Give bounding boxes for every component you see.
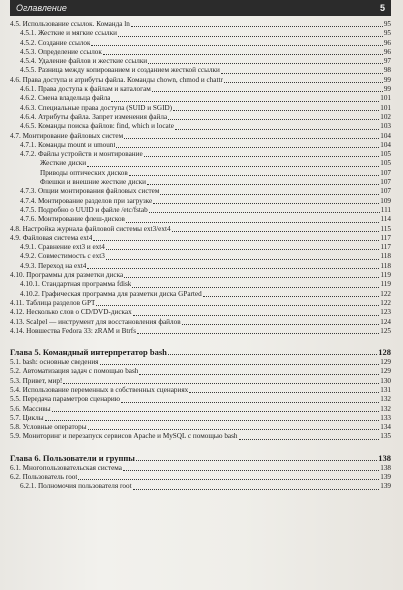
leader-dots <box>152 91 383 92</box>
leader-dots <box>133 315 380 316</box>
toc-entry-page: 138 <box>380 463 391 472</box>
toc-entry-title: 6.1. Многопользовательская система <box>10 463 122 472</box>
leader-dots <box>63 383 379 384</box>
toc-entry-title: 4.12. Несколько слов о CD/DVD-дисках <box>10 308 132 317</box>
toc-entry <box>10 85 391 94</box>
toc-entry-page: 124 <box>380 317 391 326</box>
toc-entry-page: 135 <box>380 432 391 441</box>
toc-entry <box>10 94 391 103</box>
leader-dots <box>131 26 383 27</box>
leader-dots <box>52 411 380 412</box>
toc-entry-title: Приводы оптических дисков <box>40 168 128 177</box>
toc-entry-title: 4.5.5. Разница между копированием и созданием жесткой ссылки <box>20 66 220 75</box>
toc-entry-page: 130 <box>380 376 391 385</box>
toc-entry-title: 4.5.4. Удаление файлов и жесткие ссылки <box>20 57 148 66</box>
leader-dots <box>116 147 379 148</box>
leader-dots <box>87 166 379 167</box>
leader-dots <box>172 231 380 232</box>
leader-dots <box>189 392 379 393</box>
toc-entry-page: 125 <box>380 326 391 335</box>
toc-entry-title: 4.7.2. Файлы устройств и монтирование <box>20 150 143 159</box>
toc-entry-page: 139 <box>380 473 391 482</box>
toc-section-4 <box>10 20 391 336</box>
toc-entry <box>10 225 391 234</box>
toc-entry-title: 4.13. Scalpel — инструмент для восстановления файлов <box>10 317 181 326</box>
leader-dots <box>153 203 379 204</box>
leader-dots <box>136 460 377 461</box>
leader-dots <box>137 333 379 334</box>
toc-entry <box>10 395 391 404</box>
toc-entry-title: 5.3. Привет, мир! <box>10 376 63 385</box>
toc-entry <box>10 358 391 367</box>
toc-entry-title: 5.1. bash: основные сведения <box>10 358 99 367</box>
toc-entry-title: 5.7. Циклы <box>10 413 44 422</box>
toc-entry <box>10 122 391 131</box>
toc-entry-title: 4.6.3. Специальные права доступа (SUID и SGID) <box>20 103 173 112</box>
toc-entry-page: 103 <box>380 122 391 131</box>
toc-entry-page: 132 <box>380 404 391 413</box>
leader-dots <box>147 184 379 185</box>
toc-chapter-6 <box>10 464 391 492</box>
toc-entry <box>10 367 391 376</box>
toc-entry-page: 117 <box>380 233 391 242</box>
toc-chapter-5 <box>10 358 391 442</box>
toc-entry <box>10 141 391 150</box>
toc-entry <box>10 66 391 75</box>
toc-entry-page: 111 <box>380 205 391 214</box>
toc-entry-page: 101 <box>380 103 391 112</box>
toc-entry-title: 4.9.3. Переход на ext4 <box>20 261 87 270</box>
toc-entry-title: 4.7.1. Команды mount и umount <box>20 140 116 149</box>
leader-dots <box>96 305 379 306</box>
toc-entry-title: 6.2. Пользователь root <box>10 473 78 482</box>
chapter-title: Глава 6. Пользователи и группы <box>10 452 135 463</box>
toc-entry-title: 4.11. Таблица разделов GPT <box>10 298 96 307</box>
toc-entry <box>10 386 391 395</box>
toc-entry-page: 102 <box>380 112 391 121</box>
toc-entry-page: 105 <box>380 159 391 168</box>
leader-dots <box>149 212 380 213</box>
toc-entry-title: 4.6.4. Атрибуты файла. Запрет изменения файла <box>20 112 168 121</box>
toc-entry-page: 107 <box>380 178 391 187</box>
toc-entry-page: 119 <box>380 271 391 280</box>
leader-dots <box>100 364 380 365</box>
toc-entry <box>10 271 391 280</box>
toc-entry-page: 99 <box>383 85 391 94</box>
toc-entry-page: 104 <box>380 140 391 149</box>
toc-entry-page: 98 <box>383 66 391 75</box>
leader-dots <box>118 36 383 37</box>
toc-entry <box>10 104 391 113</box>
toc-entry <box>10 48 391 57</box>
leader-dots <box>93 240 379 241</box>
leader-dots <box>168 119 379 120</box>
toc-entry-page: 134 <box>380 423 391 432</box>
toc-entry-title: 4.5.1. Жесткие и мягкие ссылки <box>20 29 117 38</box>
leader-dots <box>91 45 382 46</box>
toc-entry <box>10 29 391 38</box>
chapter-page: 128 <box>378 347 391 358</box>
toc-entry-page: 133 <box>380 413 391 422</box>
toc-entry <box>10 169 391 178</box>
chapter-6-heading <box>10 452 391 464</box>
leader-dots <box>221 73 383 74</box>
leader-dots <box>106 259 380 260</box>
toc-entry-page: 95 <box>383 20 391 28</box>
toc-entry-title: 4.9.1. Сравнение ext3 и ext4 <box>20 243 105 252</box>
leader-dots <box>124 138 379 139</box>
toc-entry-page: 123 <box>380 308 391 317</box>
toc-entry-title: 4.10. Программы для разметки диска <box>10 271 124 280</box>
toc-entry <box>10 280 391 289</box>
leader-dots <box>224 82 383 83</box>
toc-entry-title: Жесткие диски <box>40 159 87 168</box>
chapter-page: 138 <box>378 452 391 463</box>
leader-dots <box>168 354 377 355</box>
toc-entry <box>10 432 391 441</box>
leader-dots <box>78 479 379 480</box>
toc-entry <box>10 150 391 159</box>
toc-entry-title: 5.8. Условные операторы <box>10 423 87 432</box>
leader-dots <box>182 324 380 325</box>
toc-entry-page: 96 <box>383 47 391 56</box>
toc-entry-title: 5.5. Передача параметров сценарию <box>10 395 121 404</box>
toc-entry-page: 122 <box>380 289 391 298</box>
toc-entry-title: 4.9.2. Совместимость с ext3 <box>20 252 105 261</box>
toc-entry <box>10 76 391 85</box>
toc-entry-page: 117 <box>380 243 391 252</box>
leader-dots <box>144 156 380 157</box>
toc-entry <box>10 215 391 224</box>
toc-entry-title: 4.10.2. Графическая программа для разметки диска GParted <box>20 289 202 298</box>
toc-entry <box>10 159 391 168</box>
leader-dots <box>87 268 379 269</box>
toc-entry <box>10 423 391 432</box>
toc-entry-title: 4.14. Новшества Fedora 33: zRAM и Btrfs <box>10 326 136 335</box>
toc-entry-title: 5.2. Автоматизация задач с помощью bash <box>10 367 139 376</box>
leader-dots <box>175 129 379 130</box>
toc-entry-page: 96 <box>383 38 391 47</box>
toc-entry-page: 109 <box>380 196 391 205</box>
leader-dots <box>148 63 383 64</box>
toc-entry-page: 104 <box>380 131 391 140</box>
running-header <box>10 0 391 16</box>
toc-entry-page: 122 <box>380 298 391 307</box>
toc-entry <box>10 473 391 482</box>
toc-entry-page: 97 <box>383 57 391 66</box>
toc-entry <box>10 206 391 215</box>
toc-entry <box>10 262 391 271</box>
toc-entry-page: 139 <box>380 482 391 491</box>
toc-entry-title: 4.6. Права доступа и атрибуты файла. Команды chown, chmod и chattr <box>10 75 223 84</box>
toc-entry-title: 5.4. Использование переменных в собственных сценариях <box>10 385 189 394</box>
toc-entry <box>10 318 391 327</box>
toc-entry-title: 6.2.1. Полномочия пользователя root <box>20 482 132 491</box>
toc-entry <box>10 482 391 491</box>
toc-entry-page: 119 <box>380 280 391 289</box>
toc-entry-page: 129 <box>380 367 391 376</box>
leader-dots <box>88 429 380 430</box>
toc-entry-title: 4.5.2. Создание ссылок <box>20 38 91 47</box>
toc-entry-page: 129 <box>380 358 391 367</box>
toc-entry <box>10 113 391 122</box>
toc-entry-page: 101 <box>380 94 391 103</box>
toc-entry <box>10 243 391 252</box>
toc-entry-title: 5.6. Массивы <box>10 404 51 413</box>
leader-dots <box>111 101 379 102</box>
toc-entry-title: 4.7.3. Опции монтирования файловых систем <box>20 187 160 196</box>
toc-entry-title: Флешки и внешние жесткие диски <box>40 178 146 187</box>
toc-entry <box>10 414 391 423</box>
leader-dots <box>124 277 379 278</box>
toc-entry-page: 107 <box>380 168 391 177</box>
toc-entry <box>10 39 391 48</box>
toc-entry-title: 4.5. Использование ссылок. Команда ln <box>10 20 130 28</box>
toc-entry-title: 4.6.5. Команды поиска файлов: find, which и locate <box>20 122 174 131</box>
toc-entry <box>10 57 391 66</box>
leader-dots <box>123 470 379 471</box>
toc-entry-page: 118 <box>380 252 391 261</box>
table-of-contents <box>10 20 391 492</box>
toc-entry-title: 4.6.2. Смена владельца файла <box>20 94 111 103</box>
leader-dots <box>106 249 380 250</box>
header-page-number: 5 <box>379 3 385 13</box>
leader-dots <box>45 420 380 421</box>
toc-entry <box>10 327 391 336</box>
leader-dots <box>139 374 379 375</box>
toc-entry-title: 5.9. Мониторинг и перезапуск сервисов Apache и MySQL с помощью bash <box>10 432 238 441</box>
leader-dots <box>103 54 383 55</box>
toc-entry-page: 99 <box>383 75 391 84</box>
leader-dots <box>129 175 379 176</box>
toc-entry <box>10 290 391 299</box>
toc-entry-page: 114 <box>380 215 391 224</box>
toc-entry-page: 95 <box>383 29 391 38</box>
toc-entry-title: 4.7. Монтирование файловых систем <box>10 131 124 140</box>
chapter-title: Глава 5. Командный интерпретатор bash <box>10 347 167 358</box>
toc-entry <box>10 178 391 187</box>
toc-entry <box>10 234 391 243</box>
toc-entry <box>10 20 391 29</box>
leader-dots <box>133 489 380 490</box>
toc-entry-title: 4.9. Файловая система ext4 <box>10 233 93 242</box>
toc-entry <box>10 464 391 473</box>
toc-entry <box>10 299 391 308</box>
leader-dots <box>126 222 380 223</box>
toc-entry-title: 4.8. Настройка журнала файловой системы ext3/ext4 <box>10 224 171 233</box>
toc-entry-title: 4.10.1. Стандартная программа fdisk <box>20 280 132 289</box>
leader-dots <box>173 110 379 111</box>
leader-dots <box>203 296 380 297</box>
toc-entry-title: 4.7.5. Подробно о UUID и файле /etc/fstab <box>20 205 148 214</box>
toc-entry-title: 4.7.4. Монтирование разделов при загрузке <box>20 196 153 205</box>
leader-dots <box>160 194 379 195</box>
toc-entry-title: 4.5.3. Определение ссылок <box>20 47 102 56</box>
toc-entry <box>10 197 391 206</box>
leader-dots <box>239 439 380 440</box>
toc-entry <box>10 187 391 196</box>
leader-dots <box>132 287 379 288</box>
toc-entry-page: 132 <box>380 395 391 404</box>
toc-entry <box>10 308 391 317</box>
toc-entry-title: 4.7.6. Монтирование флеш-дисков <box>20 215 125 224</box>
toc-entry-page: 105 <box>380 150 391 159</box>
toc-entry <box>10 252 391 261</box>
toc-entry <box>10 377 391 386</box>
toc-entry-page: 115 <box>380 224 391 233</box>
leader-dots <box>121 402 379 403</box>
header-title: Оглавление <box>16 3 67 13</box>
chapter-5-heading <box>10 346 391 358</box>
toc-entry-title: 4.6.1. Права доступа к файлам и каталогам <box>20 85 151 94</box>
toc-entry-page: 118 <box>380 261 391 270</box>
toc-entry-page: 107 <box>380 187 391 196</box>
toc-entry <box>10 132 391 141</box>
toc-entry <box>10 405 391 414</box>
toc-entry-page: 131 <box>380 385 391 394</box>
